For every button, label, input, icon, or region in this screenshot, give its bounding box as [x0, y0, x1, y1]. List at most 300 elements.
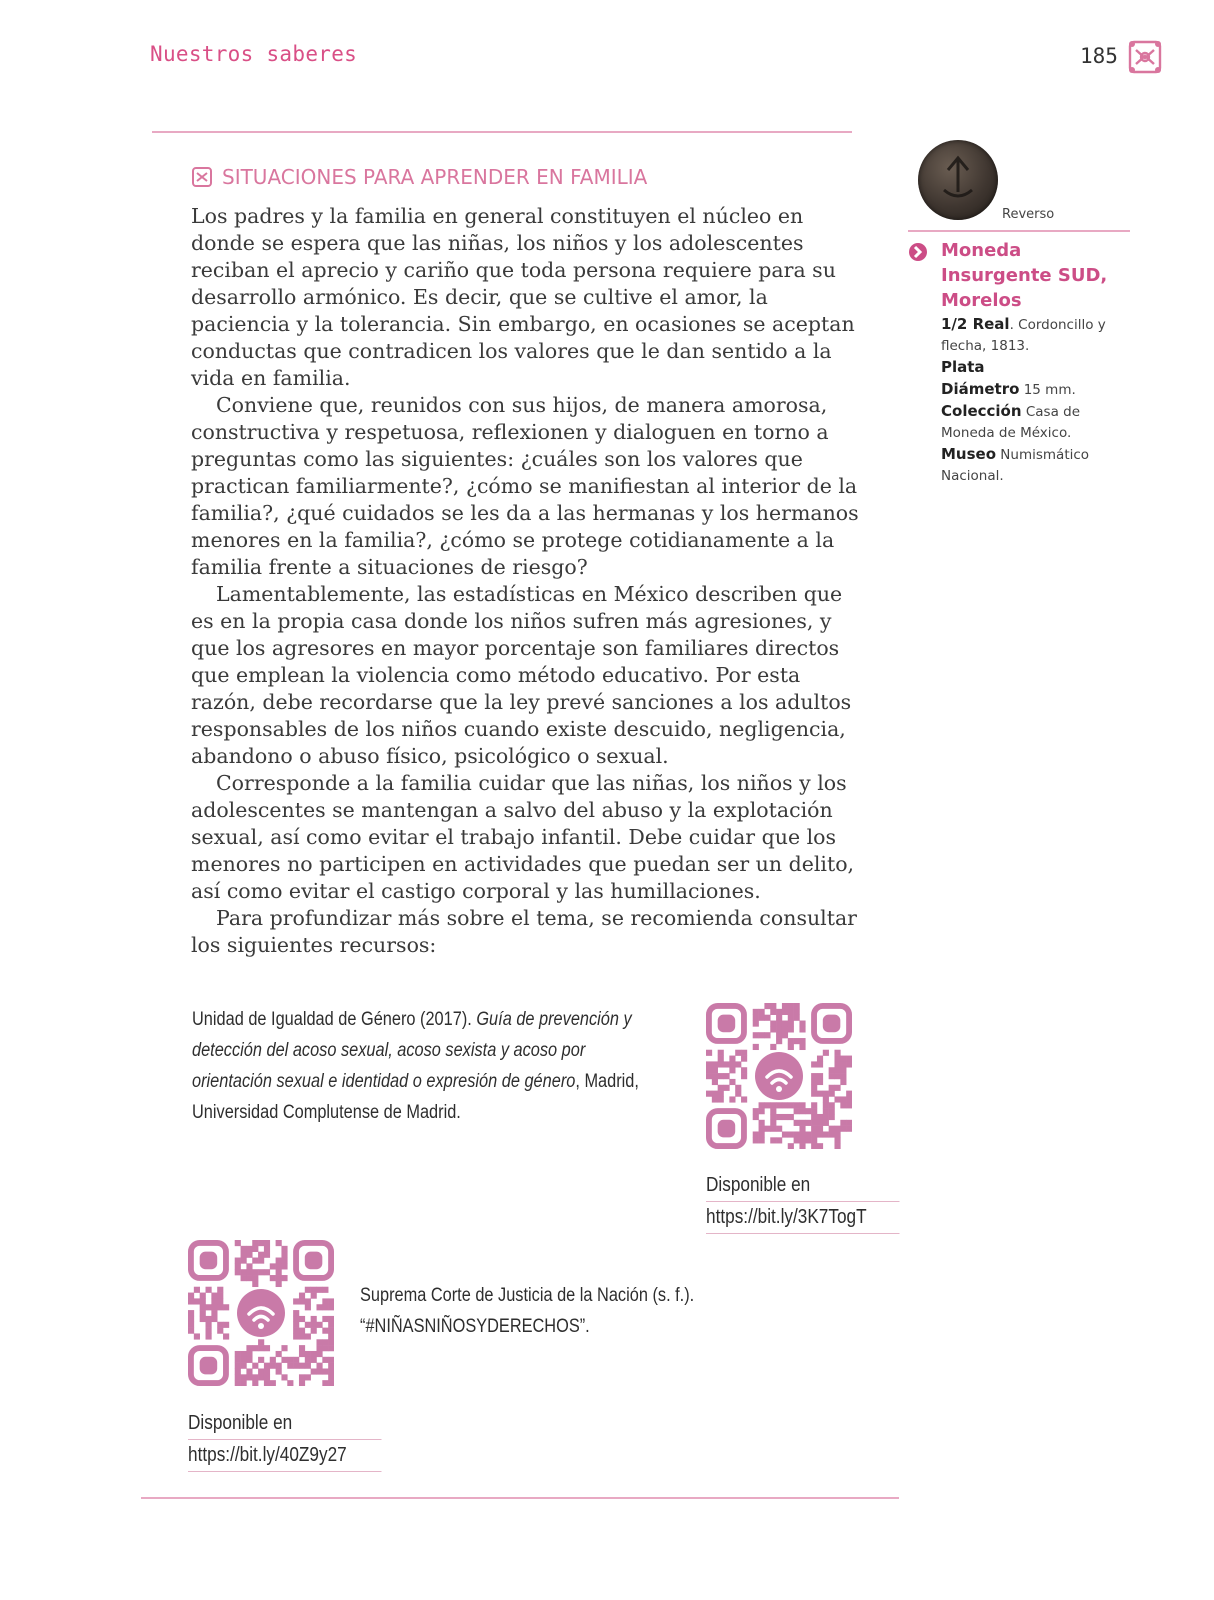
qr-module — [799, 1131, 805, 1137]
chevron-right-icon — [908, 242, 928, 262]
qr-module — [811, 1143, 817, 1149]
spec-label: Diámetro — [941, 380, 1020, 398]
qr-module — [840, 1056, 846, 1062]
spec-value: Numismático Nacional. — [941, 447, 1090, 484]
qr-module — [729, 1061, 735, 1067]
qr-module — [252, 1258, 258, 1264]
qr-module — [316, 1304, 322, 1310]
qr-module — [741, 1050, 747, 1056]
section-heading-text: SITUACIONES PARA APRENDER EN FAMILIA — [222, 165, 648, 189]
qr-module — [834, 1073, 840, 1079]
qr-module — [299, 1316, 305, 1322]
spec-label: Plata — [941, 358, 985, 376]
qr-module — [834, 1131, 840, 1137]
qr-module — [252, 1374, 258, 1380]
qr-module — [759, 1009, 765, 1015]
qr-module — [235, 1351, 241, 1357]
qr-module — [823, 1096, 829, 1102]
qr-module — [794, 1009, 800, 1015]
qr-module — [799, 1044, 805, 1050]
qr-module — [782, 1003, 788, 1009]
qr-module — [776, 1126, 782, 1132]
qr-module — [770, 1021, 776, 1027]
qr-module — [246, 1252, 252, 1258]
qr-module — [270, 1380, 276, 1386]
qr-module — [287, 1380, 293, 1386]
qr-module — [741, 1067, 747, 1073]
qr-module — [258, 1240, 264, 1246]
qr-module — [270, 1363, 276, 1369]
qr-module — [811, 1079, 817, 1085]
sidebar-divider — [908, 230, 1130, 232]
qr-module — [764, 1102, 770, 1108]
qr-module — [276, 1258, 282, 1264]
qr-module — [235, 1263, 241, 1269]
qr-module — [794, 1102, 800, 1108]
qr-module — [735, 1091, 741, 1097]
qr-module — [753, 1044, 759, 1050]
qr-module — [276, 1275, 282, 1281]
qr-module — [328, 1368, 334, 1374]
qr-module — [788, 1044, 794, 1050]
qr-module — [776, 1015, 782, 1021]
qr-module — [188, 1322, 194, 1328]
resource-availability — [706, 1170, 900, 1234]
qr-module — [753, 1009, 759, 1015]
qr-finder-pattern — [709, 1111, 744, 1146]
qr-module — [823, 1102, 829, 1108]
qr-module — [188, 1316, 194, 1322]
qr-module — [276, 1281, 282, 1287]
spec-value: . Cordoncillo y flecha, 1813. — [941, 317, 1106, 354]
qr-module — [328, 1304, 334, 1310]
citation-title: “#NIÑASNIÑOSYDERECHOS”. — [360, 1316, 590, 1337]
qr-module — [706, 1067, 712, 1073]
qr-module — [241, 1246, 247, 1252]
top-divider — [152, 131, 852, 133]
qr-module — [241, 1275, 247, 1281]
qr-module — [235, 1357, 241, 1363]
qr-module — [258, 1374, 264, 1380]
availability-label: Disponible en — [188, 1408, 382, 1440]
qr-module — [252, 1269, 258, 1275]
qr-module — [206, 1304, 212, 1310]
qr-module — [311, 1287, 317, 1293]
qr-module — [293, 1357, 299, 1363]
qr-module — [246, 1275, 252, 1281]
qr-module — [211, 1316, 217, 1322]
ornament-icon — [1126, 38, 1164, 76]
qr-module — [764, 1032, 770, 1038]
qr-module — [311, 1316, 317, 1322]
qr-module — [241, 1351, 247, 1357]
resource-citation — [192, 1004, 656, 1128]
qr-module — [782, 1131, 788, 1137]
qr-module — [322, 1380, 328, 1386]
qr-module — [706, 1050, 712, 1056]
qr-module — [718, 1050, 724, 1056]
qr-module — [252, 1363, 258, 1369]
qr-module — [252, 1380, 258, 1386]
qr-module — [753, 1114, 759, 1120]
qr-module — [241, 1258, 247, 1264]
wifi-icon — [755, 1052, 803, 1100]
qr-module — [299, 1298, 305, 1304]
qr-module — [322, 1345, 328, 1351]
qr-module — [311, 1368, 317, 1374]
qr-module — [299, 1345, 305, 1351]
qr-module — [217, 1293, 223, 1299]
spec-label: Museo — [941, 445, 997, 463]
spec-label: 1/2 Real — [941, 315, 1010, 333]
qr-module — [258, 1258, 264, 1264]
qr-module — [328, 1380, 334, 1386]
coin-caption: Reverso — [1002, 207, 1055, 222]
qr-module — [211, 1310, 217, 1316]
qr-module — [759, 1032, 765, 1038]
qr-module — [846, 1056, 852, 1062]
qr-module — [305, 1357, 311, 1363]
qr-module — [794, 1137, 800, 1143]
qr-module — [217, 1322, 223, 1328]
qr-module — [246, 1345, 252, 1351]
qr-module — [200, 1304, 206, 1310]
qr-module — [753, 1108, 759, 1114]
qr-module — [788, 1102, 794, 1108]
qr-module — [264, 1240, 270, 1246]
qr-module — [834, 1143, 840, 1149]
qr-module — [712, 1067, 718, 1073]
qr-module — [264, 1363, 270, 1369]
qr-module — [316, 1351, 322, 1357]
qr-module — [741, 1096, 747, 1102]
qr-module — [299, 1363, 305, 1369]
qr-module — [799, 1137, 805, 1143]
qr-module — [770, 1137, 776, 1143]
qr-module — [293, 1298, 299, 1304]
qr-module — [316, 1368, 322, 1374]
qr-module — [188, 1328, 194, 1334]
qr-module — [281, 1258, 287, 1264]
qr-module — [759, 1126, 765, 1132]
qr-module — [782, 1026, 788, 1032]
qr-module — [305, 1351, 311, 1357]
qr-module — [846, 1120, 852, 1126]
qr-module — [241, 1363, 247, 1369]
qr-module — [840, 1061, 846, 1067]
qr-module — [764, 1003, 770, 1009]
qr-module — [718, 1056, 724, 1062]
qr-module — [322, 1328, 328, 1334]
qr-module — [770, 1102, 776, 1108]
qr-module — [788, 1131, 794, 1137]
qr-module — [206, 1328, 212, 1334]
qr-module — [305, 1287, 311, 1293]
qr-module — [759, 1131, 765, 1137]
qr-module — [311, 1351, 317, 1357]
qr-module — [322, 1287, 328, 1293]
qr-module — [788, 1114, 794, 1120]
qr-module — [299, 1351, 305, 1357]
qr-module — [281, 1246, 287, 1252]
qr-module — [706, 1061, 712, 1067]
qr-module — [200, 1298, 206, 1304]
qr-module — [776, 1032, 782, 1038]
qr-module — [829, 1085, 835, 1091]
qr-module — [823, 1050, 829, 1056]
qr-module — [834, 1067, 840, 1073]
qr-module — [805, 1108, 811, 1114]
qr-module — [322, 1298, 328, 1304]
qr-module — [246, 1351, 252, 1357]
qr-module — [834, 1050, 840, 1056]
qr-code[interactable] — [188, 1240, 334, 1386]
qr-module — [322, 1316, 328, 1322]
qr-module — [776, 1009, 782, 1015]
qr-module — [829, 1067, 835, 1073]
ornament-icon — [190, 165, 214, 189]
qr-module — [811, 1061, 817, 1067]
qr-module — [729, 1079, 735, 1085]
qr-module — [846, 1061, 852, 1067]
qr-module — [776, 1026, 782, 1032]
qr-module — [811, 1085, 817, 1091]
qr-module — [264, 1246, 270, 1252]
qr-module — [846, 1091, 852, 1097]
qr-module — [235, 1368, 241, 1374]
qr-module — [729, 1056, 735, 1062]
qr-module — [299, 1328, 305, 1334]
qr-module — [759, 1015, 765, 1021]
qr-module — [788, 1021, 794, 1027]
paragraph: Los padres y la familia en general constituyen el núcleo en donde se espera que las niñas, los niños y los adolescentes reciban el aprecio y cariño que toda persona requiere para su desarrollo armónico. Es decir, que se cultive el amor, la paciencia y la tolerancia. Sin embargo, en ocasiones se aceptan conductas que contradicen los valores que le dan sentido a la vida en familia. — [191, 204, 855, 390]
qr-finder-pattern — [191, 1348, 226, 1383]
qr-module — [293, 1363, 299, 1369]
qr-module — [206, 1316, 212, 1322]
qr-module — [782, 1021, 788, 1027]
qr-module — [211, 1293, 217, 1299]
qr-module — [811, 1091, 817, 1097]
qr-module — [188, 1310, 194, 1316]
qr-module — [817, 1120, 823, 1126]
qr-module — [270, 1263, 276, 1269]
qr-module — [770, 1126, 776, 1132]
qr-module — [211, 1298, 217, 1304]
qr-module — [200, 1316, 206, 1322]
citation-title: Guía de prevención y detección del acoso sexual, acoso sexista y acoso por orientación sexual e identidad o expresión de género — [192, 1009, 632, 1092]
qr-module — [235, 1374, 241, 1380]
qr-module — [794, 1015, 800, 1021]
qr-module — [270, 1357, 276, 1363]
qr-module — [753, 1032, 759, 1038]
qr-module — [712, 1079, 718, 1085]
qr-module — [305, 1298, 311, 1304]
qr-module — [305, 1363, 311, 1369]
qr-module — [264, 1368, 270, 1374]
qr-module — [293, 1322, 299, 1328]
qr-module — [299, 1333, 305, 1339]
qr-module — [252, 1281, 258, 1287]
qr-module — [735, 1050, 741, 1056]
qr-module — [776, 1102, 782, 1108]
qr-module — [817, 1079, 823, 1085]
qr-module — [811, 1114, 817, 1120]
qr-module — [724, 1085, 730, 1091]
qr-module — [829, 1108, 835, 1114]
qr-module — [264, 1252, 270, 1258]
qr-module — [840, 1096, 846, 1102]
resource-link[interactable]: https://bit.ly/3K7TogT — [706, 1202, 900, 1234]
qr-module — [799, 1038, 805, 1044]
qr-module — [794, 1003, 800, 1009]
qr-module — [241, 1357, 247, 1363]
paragraph: Lamentablemente, las estadísticas en México describen que es en la propia casa donde los niños sufren más agresiones, y que los agresores en mayor porcentaje son familiares directos que emplean la violencia como método educativo. Por esta razón, debe recordarse que la ley prevé sanciones a los adultos responsables de los niños cuando existe descuido, negligencia, abandono o abuso físico, psicológico o sexual. — [191, 582, 852, 768]
qr-module — [817, 1126, 823, 1132]
qr-code[interactable] — [706, 1003, 852, 1149]
qr-module — [246, 1246, 252, 1252]
qr-module — [811, 1073, 817, 1079]
qr-module — [252, 1345, 258, 1351]
qr-module — [235, 1363, 241, 1369]
coin-title: Moneda Insurgente SUD, Morelos — [941, 240, 1108, 311]
qr-module — [770, 1009, 776, 1015]
qr-module — [834, 1137, 840, 1143]
qr-module — [706, 1073, 712, 1079]
resource-link[interactable]: https://bit.ly/40Z9y27 — [188, 1440, 382, 1472]
qr-module — [834, 1056, 840, 1062]
qr-module — [241, 1374, 247, 1380]
qr-module — [823, 1091, 829, 1097]
qr-module — [770, 1114, 776, 1120]
qr-module — [811, 1108, 817, 1114]
qr-module — [712, 1061, 718, 1067]
qr-module — [235, 1240, 241, 1246]
qr-module — [252, 1275, 258, 1281]
qr-module — [252, 1240, 258, 1246]
qr-module — [759, 1137, 765, 1143]
qr-module — [799, 1120, 805, 1126]
qr-module — [188, 1298, 194, 1304]
qr-module — [829, 1131, 835, 1137]
qr-module — [200, 1293, 206, 1299]
qr-module — [823, 1114, 829, 1120]
coin-engraving — [918, 140, 998, 220]
qr-module — [246, 1263, 252, 1269]
spec-label: Colección — [941, 402, 1022, 420]
qr-module — [770, 1044, 776, 1050]
citation-author: Unidad de Igualdad de Género (2017). — [192, 1009, 477, 1030]
qr-module — [770, 1108, 776, 1114]
qr-module — [805, 1131, 811, 1137]
qr-module — [276, 1351, 282, 1357]
qr-module — [246, 1374, 252, 1380]
qr-module — [846, 1102, 852, 1108]
resource-availability — [188, 1408, 382, 1472]
qr-module — [322, 1357, 328, 1363]
qr-module — [264, 1269, 270, 1275]
qr-module — [322, 1339, 328, 1345]
qr-module — [264, 1345, 270, 1351]
qr-module — [287, 1357, 293, 1363]
qr-module — [759, 1102, 765, 1108]
qr-module — [817, 1143, 823, 1149]
qr-module — [293, 1328, 299, 1334]
qr-module — [235, 1380, 241, 1386]
qr-module — [753, 1137, 759, 1143]
qr-module — [753, 1015, 759, 1021]
qr-module — [316, 1363, 322, 1369]
qr-module — [276, 1269, 282, 1275]
qr-module — [316, 1345, 322, 1351]
qr-module — [759, 1120, 765, 1126]
qr-module — [829, 1126, 835, 1132]
qr-module — [328, 1316, 334, 1322]
qr-module — [328, 1363, 334, 1369]
qr-module — [776, 1021, 782, 1027]
qr-module — [258, 1368, 264, 1374]
qr-module — [817, 1114, 823, 1120]
qr-module — [782, 1032, 788, 1038]
qr-module — [805, 1137, 811, 1143]
qr-module — [799, 1108, 805, 1114]
qr-module — [735, 1061, 741, 1067]
bottom-divider — [141, 1497, 899, 1499]
qr-module — [718, 1061, 724, 1067]
qr-module — [281, 1374, 287, 1380]
qr-module — [823, 1108, 829, 1114]
qr-module — [281, 1252, 287, 1258]
qr-module — [305, 1374, 311, 1380]
qr-module — [840, 1079, 846, 1085]
spec-value: Casa de Moneda de México. — [941, 404, 1081, 441]
qr-module — [258, 1269, 264, 1275]
qr-module — [840, 1067, 846, 1073]
coin-specs — [941, 314, 1121, 487]
qr-module — [788, 1026, 794, 1032]
qr-module — [305, 1322, 311, 1328]
qr-module — [252, 1246, 258, 1252]
qr-finder-pattern — [191, 1243, 226, 1278]
availability-label: Disponible en — [706, 1170, 900, 1202]
qr-module — [223, 1322, 229, 1328]
qr-module — [281, 1263, 287, 1269]
qr-module — [276, 1263, 282, 1269]
qr-module — [206, 1322, 212, 1328]
citation-publisher: , Madrid, Universidad Complutense de Madrid. — [192, 1071, 639, 1123]
qr-module — [299, 1374, 305, 1380]
qr-module — [805, 1120, 811, 1126]
qr-module — [311, 1293, 317, 1299]
qr-module — [741, 1056, 747, 1062]
qr-module — [770, 1120, 776, 1126]
qr-module — [305, 1333, 311, 1339]
qr-module — [293, 1333, 299, 1339]
qr-module — [817, 1131, 823, 1137]
qr-module — [299, 1380, 305, 1386]
qr-module — [316, 1339, 322, 1345]
qr-module — [799, 1126, 805, 1132]
qr-module — [223, 1333, 229, 1339]
qr-module — [328, 1328, 334, 1334]
citation-author: Suprema Corte de Justicia de la Nación (s. f.). — [360, 1285, 695, 1306]
qr-module — [281, 1345, 287, 1351]
qr-module — [753, 1021, 759, 1027]
paragraph: Corresponde a la familia cuidar que las niñas, los niños y los adolescentes se mantengan a salvo del abuso y la explotación sexual, así como evitar el trabajo infantil. Debe cuidar que los menores no participen en actividades que puedan ser un delito, así como evitar el castigo corporal y las humillaciones. — [191, 771, 855, 903]
qr-module — [206, 1287, 212, 1293]
qr-module — [322, 1304, 328, 1310]
spec-value: 15 mm. — [1019, 382, 1076, 398]
qr-module — [281, 1357, 287, 1363]
